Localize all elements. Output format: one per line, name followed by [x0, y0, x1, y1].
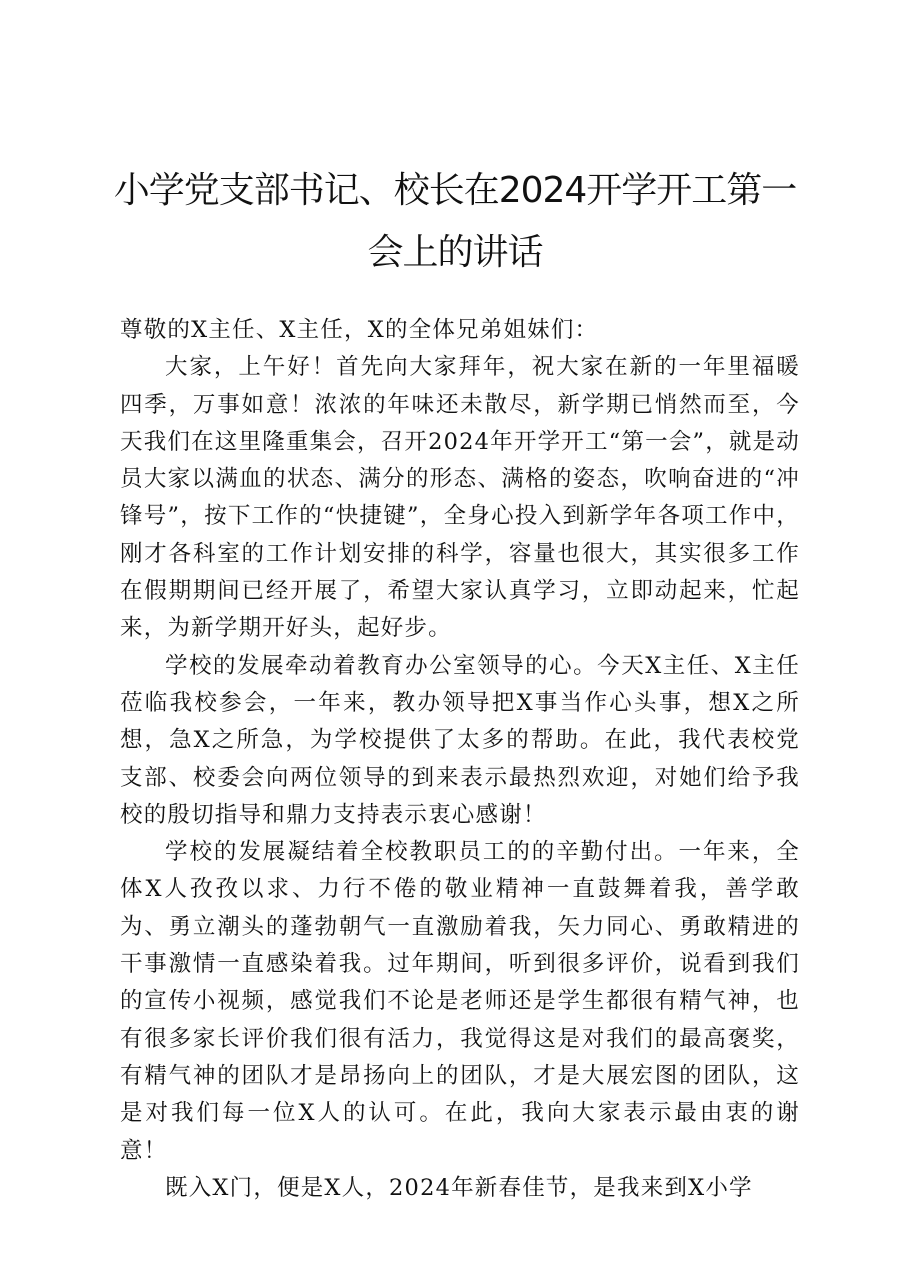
- document-body: [120, 312, 800, 1207]
- salutation: 尊敬的X主任、X主任，X的全体兄弟姐妹们：: [120, 317, 599, 343]
- paragraph-3: 学校的发展凝结着全校教职员工的的辛勤付出。一年来，全体X人孜孜以求、力行不倦的敬业精神一直鼓舞着我，善学敢为、勇立潮头的蓬勃朝气一直激励着我，矢力同心、勇敢精进的干事激情一直感染着我。过年期间，听到很多评价，说看到我们的宣传小视频，感觉我们不论是老师还是学生都很有精气神，也有很多家长评价我们很有活力，我觉得这是对我们的最高褒奖，有精气神的团队才是昂扬向上的团队，才是大展宏图的团队，这是对我们每一位X人的认可。在此，我向大家表示最由衷的谢意！: [120, 839, 800, 1164]
- title-line-2: 会上的讲话: [367, 232, 543, 273]
- paragraph-2: 学校的发展牵动着教育办公室领导的心。今天X主任、X主任莅临我校参会，一年来，教办领导把X事当作心头事，想X之所想，急X之所急，为学校提供了太多的帮助。在此，我代表校党支部、校委会向两位领导的到来表示最热烈欢迎，对她们给予我校的殷切指导和鼎力支持表示衷心感谢！: [120, 652, 800, 828]
- paragraph-1: 大家，上午好！首先向大家拜年，祝大家在新的一年里福暖四季，万事如意！浓浓的年味还未散尽，新学期已悄然而至，今天我们在这里隆重集会，召开2024年开学开工“第一会”，就是动员大家以满血的状态、满分的形态、满格的姿态，吹响奋进的“冲锋号”，按下工作的“快捷键”，全身心投入到新学年各项工作中，刚才各科室的工作计划安排的科学，容量也很大，其实很多工作在假期期间已经开展了，希望大家认真学习，立即动起来，忙起来，为新学期开好头，起好步。: [120, 354, 800, 642]
- paragraph-4: 既入X门，便是X人，2024年新春佳节，是我来到X小学: [165, 1174, 753, 1201]
- document-title: [110, 160, 800, 284]
- title-line-1: 小学党支部书记、校长在2024开学开工第一: [113, 170, 797, 211]
